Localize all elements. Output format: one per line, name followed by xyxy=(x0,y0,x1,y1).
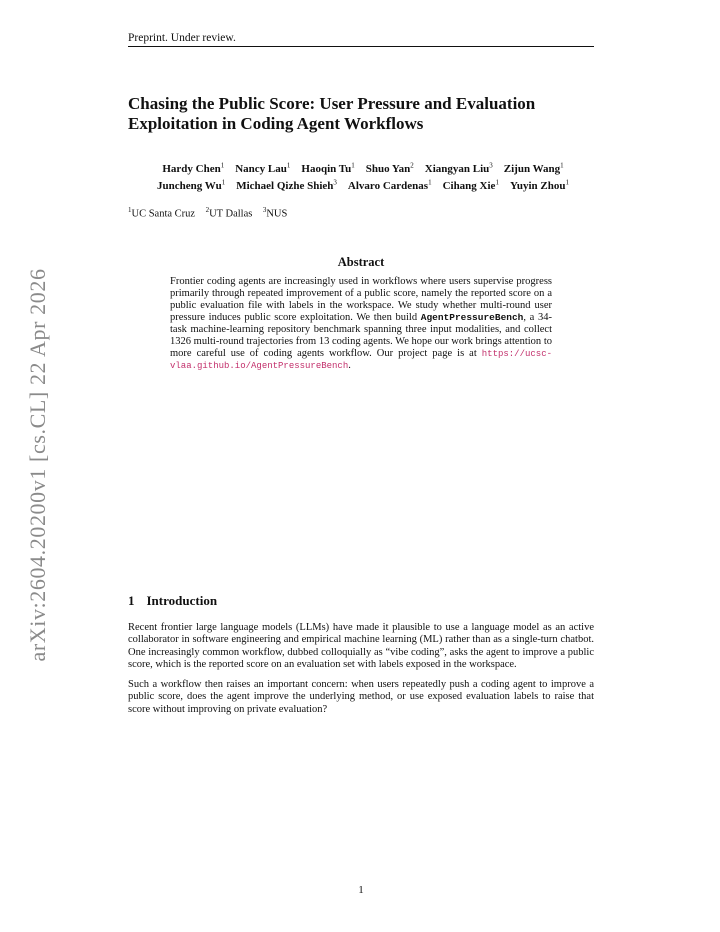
author-name: Juncheng Wu$^1$ xyxy=(157,178,226,193)
author-line xyxy=(128,176,598,194)
intro-paragraph: Such a workflow then raises an important concern: when users repeatedly push a coding agent to improve a public score, does the agent improve the underlying method, or use exposed evaluation labels to raise that score without improving on private evaluation? xyxy=(128,679,594,715)
project-page-link[interactable]: https://ucsc-vlaa.github.io/AgentPressureBench xyxy=(170,349,552,371)
affiliation-name: UT Dallas xyxy=(209,208,253,220)
author-affiliation-mark: 1 xyxy=(286,161,291,169)
affiliation-number: 1 xyxy=(128,206,132,214)
author-affiliation-mark: 1 xyxy=(560,161,564,169)
author-name: Cihang Xie$^1$ xyxy=(442,178,499,193)
author-name: Michael Qizhe Shieh$^3$ xyxy=(236,178,337,193)
arxiv-side-stamp: arXiv:2604.20200v1 [cs.CL] 22 Apr 2026 xyxy=(25,268,50,662)
author-name: Yuyin Zhou$^1$ xyxy=(509,178,569,193)
section-heading-introduction xyxy=(128,593,217,609)
running-head: Preprint. Under review. xyxy=(128,32,236,44)
abstract-text xyxy=(170,276,552,372)
abstract-part: Frontier coding agents are increasingly used in workflows where users supervise progress primarily through repeated improvement of a public score, namely the reported score on a public evaluation file with labels in the workspace. We study whether multi-round user pressure induces public score exploitation. We then build xyxy=(170,276,552,323)
author-affiliation-mark: 1 xyxy=(220,161,225,169)
author-affiliation-mark: 1 xyxy=(428,178,432,187)
header-rule xyxy=(128,46,594,47)
author-affiliation-mark: 1 xyxy=(565,178,569,187)
author-affiliation-mark: 3 xyxy=(489,161,493,169)
author-name: Zijun Wang$^1$ xyxy=(503,161,564,175)
author-affiliation-mark: 3 xyxy=(333,178,337,187)
affiliations xyxy=(128,206,287,220)
affiliation-number: 2 xyxy=(205,206,210,214)
abstract-part: . xyxy=(348,360,351,371)
affiliation-number: 3 xyxy=(262,206,267,214)
author-affiliation-mark: 1 xyxy=(495,178,499,187)
author-name: Xiangyan Liu$^3$ xyxy=(424,161,493,175)
author-name: Shuo Yan$^2$ xyxy=(365,161,414,175)
author-name: Hardy Chen$^1$ xyxy=(162,161,225,175)
author-affiliation-mark: 1 xyxy=(351,161,355,169)
author-name: Alvaro Cardenas$^1$ xyxy=(347,178,432,193)
paper-title: Chasing the Public Score: User Pressure and Evaluation Exploitation in Coding Agent Workflows xyxy=(128,94,536,133)
author-affiliation-mark: 1 xyxy=(221,178,226,187)
section-number: 1 xyxy=(128,593,135,608)
benchmark-name: AgentPressureBench xyxy=(420,312,524,323)
affiliation-name: UC Santa Cruz xyxy=(131,208,196,220)
author-line xyxy=(128,158,598,176)
author-affiliation-mark: 2 xyxy=(410,161,414,169)
intro-paragraph: Recent frontier large language models (LLMs) have made it plausible to use a language model as an active collaborator in software engineering and empirical machine learning (ML) rather than as a single-turn chatbot. One increasingly common workflow, dubbed colloquially as “vibe coding”, asks the agent to improve a public score, which is the reported score on an evaluation set with labels exposed in the workspace. xyxy=(128,622,594,670)
author-name: Haoqin Tu$^1$ xyxy=(301,161,355,175)
author-name: Nancy Lau$^1$ xyxy=(235,161,291,175)
page-number: 1 xyxy=(358,884,364,896)
author-list xyxy=(128,158,598,193)
abstract-part: , a 34-task machine-learning repository benchmark spanning three input modalities, and collect 1326 multi-round trajectories from 13 coding agents. We hope our work brings attention to more careful use of coding agents workflow. Our project page is at xyxy=(170,312,552,359)
abstract-heading: Abstract xyxy=(337,255,385,269)
affiliation-name: NUS xyxy=(266,208,288,220)
introduction-body xyxy=(128,622,594,724)
section-title: Introduction xyxy=(146,593,218,608)
